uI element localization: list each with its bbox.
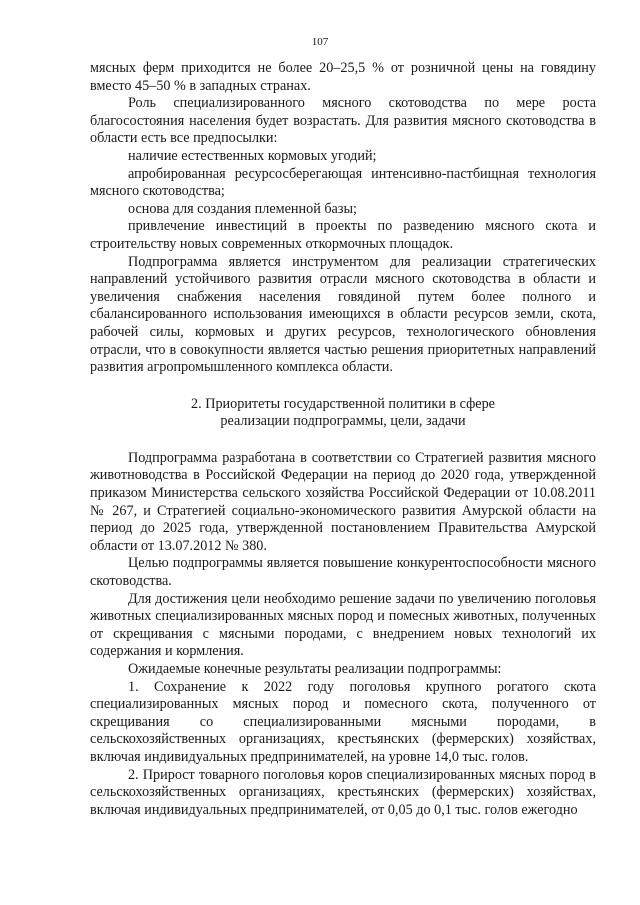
paragraph: Подпрограмма является инструментом для реализации стратегических направлений устойчивого развития отрасли мясного скотоводства в области и увеличения снабжения населения говядиной путем более полного и сбалансированного использования имеющихся в области ресурсов земли, скота, рабочей силы, кормовых и других ресурсов, технологического обновления отрасли, что в совокупности является частью решения приоритетных направлений развития агропромышленного комплекса области. xyxy=(90,253,596,376)
paragraph: Ожидаемые конечные результаты реализации подпрограммы: xyxy=(128,661,502,677)
paragraph: Роль специализированного мясного скотоводства по мере роста благосостояния населения будет возрастать. Для развития мясного скотоводства в области есть все предпосылки: xyxy=(90,95,596,147)
list-item: наличие естественных кормовых угодий; xyxy=(128,147,377,164)
result-item: 2. Прирост товарного поголовья коров специализированных мясных пород в сельскохозяйственных организациях, крестьянских (фермерских) хозяйствах, включая индивидуальных предпринимателей, от 0,05 до 0,1 тыс. голов ежегодно xyxy=(90,766,596,818)
paragraph: Целью подпрограммы является повышение конкурентоспособности мясного скотоводства. xyxy=(90,555,596,590)
list-item: основа для создания племенной базы; xyxy=(128,200,357,217)
list-item: привлечение инвестиций в проекты по разведению мясного скота и строительству новых современных откормочных площадок. xyxy=(90,218,596,252)
section-heading xyxy=(90,396,596,431)
section-heading-line: реализации подпрограммы, цели, задачи xyxy=(220,413,466,430)
paragraph: Подпрограмма разработана в соответствии со Стратегией развития мясного животноводства в Российской Федерации на период до 2020 года, утвержденной приказом Министерства сельского хозяйства Российской Федерации от 10.08.2011 № 267, и Стратегией социально-экономического развития Амурской области на период до 2025 года, утвержденной постановлением Правительства Амурской области от 13.07.2012 № 380. xyxy=(90,449,596,554)
document-body xyxy=(90,60,596,819)
result-item: 1. Сохранение к 2022 году поголовья крупного рогатого скота специализированных мясных пород и помесного скота, полученного от скрещивания со специализированными мясными породами, в сельскохозяйственных организациях, крестьянских (фермерских) хозяйствах, включая индивидуальных предпринимателей, на уровне 14,0 тыс. голов. xyxy=(90,678,596,765)
section-heading-line: 2. Приоритеты государственной политики в сфере xyxy=(191,395,495,412)
page-number: 107 xyxy=(311,36,329,48)
list-item: апробированная ресурсосберегающая интенсивно-пастбищная технология мясного скотоводства; xyxy=(90,165,596,200)
paragraph: Для достижения цели необходимо решение задачи по увеличению поголовья животных специализированных мясных пород и помесных животных, полученных от скрещивания с мясными породами, с внедрением новых технологий их содержания и кормления. xyxy=(90,590,596,660)
paragraph: мясных ферм приходится не более 20–25,5 % от розничной цены на говядину вместо 45–50 % в западных странах. xyxy=(90,60,596,94)
